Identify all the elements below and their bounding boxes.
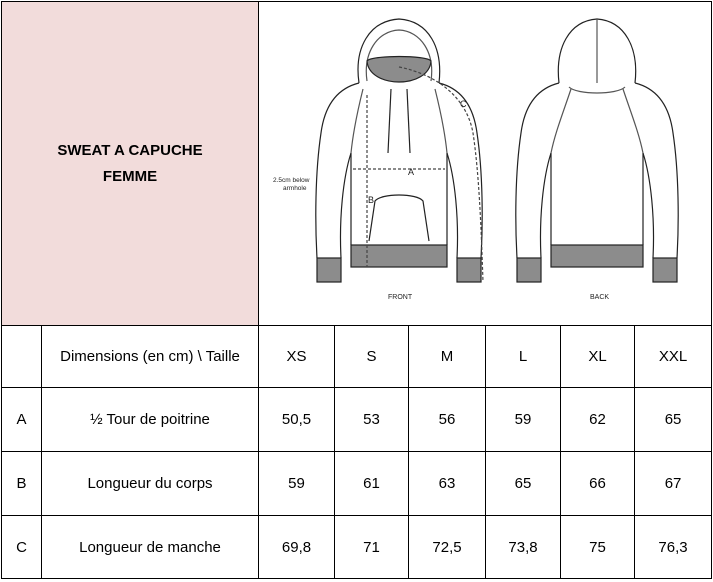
value-cell: 65 <box>486 452 561 516</box>
hoodie-back-drawing <box>516 19 678 282</box>
size-header-xxl: XXL <box>635 326 712 388</box>
annotation-line-2: armhole <box>283 184 307 192</box>
measure-label-b: B <box>368 194 375 205</box>
value-cell: 72,5 <box>409 516 486 579</box>
value-cell: 59 <box>259 452 335 516</box>
size-chart-table <box>1 1 712 579</box>
value-cell: 61 <box>335 452 409 516</box>
size-header-l: L <box>486 326 561 388</box>
corner-cell <box>2 326 42 388</box>
value-cell: 62 <box>561 388 635 452</box>
hoodie-front-drawing <box>316 19 483 282</box>
measure-label-a: A <box>408 166 415 177</box>
row-code: A <box>2 388 42 452</box>
measure-label-c: C <box>460 98 467 109</box>
size-header-xs: XS <box>259 326 335 388</box>
value-cell: 75 <box>561 516 635 579</box>
back-label: BACK <box>590 293 610 301</box>
dimension-header: Dimensions (en cm) \ Taille <box>42 326 259 388</box>
product-title-cell <box>2 2 259 326</box>
table-row-b <box>2 452 712 516</box>
value-cell: 67 <box>635 452 712 516</box>
value-cell: 66 <box>561 452 635 516</box>
product-title-line-1: SWEAT A CAPUCHE <box>57 141 203 159</box>
value-cell: 69,8 <box>259 516 335 579</box>
header-row <box>2 2 712 326</box>
row-label: Longueur de manche <box>42 516 259 579</box>
value-cell: 76,3 <box>635 516 712 579</box>
table-row-a <box>2 388 712 452</box>
value-cell: 65 <box>635 388 712 452</box>
value-cell: 53 <box>335 388 409 452</box>
value-cell: 50,5 <box>259 388 335 452</box>
value-cell: 63 <box>409 452 486 516</box>
row-code: B <box>2 452 42 516</box>
row-code: C <box>2 516 42 579</box>
value-cell: 71 <box>335 516 409 579</box>
value-cell: 56 <box>409 388 486 452</box>
size-header-xl: XL <box>561 326 635 388</box>
size-header-s: S <box>335 326 409 388</box>
hoodie-illustration-cell <box>259 2 712 326</box>
size-header-row <box>2 326 712 388</box>
value-cell: 73,8 <box>486 516 561 579</box>
annotation-line-1: 2.5cm below <box>273 176 310 184</box>
product-title-line-2: FEMME <box>102 167 158 185</box>
size-header-m: M <box>409 326 486 388</box>
row-label: Longueur du corps <box>42 452 259 516</box>
value-cell: 59 <box>486 388 561 452</box>
hoodie-technical-drawing <box>259 3 709 325</box>
front-label: FRONT <box>388 293 413 301</box>
table-row-c <box>2 516 712 579</box>
row-label: ½ Tour de poitrine <box>42 388 259 452</box>
